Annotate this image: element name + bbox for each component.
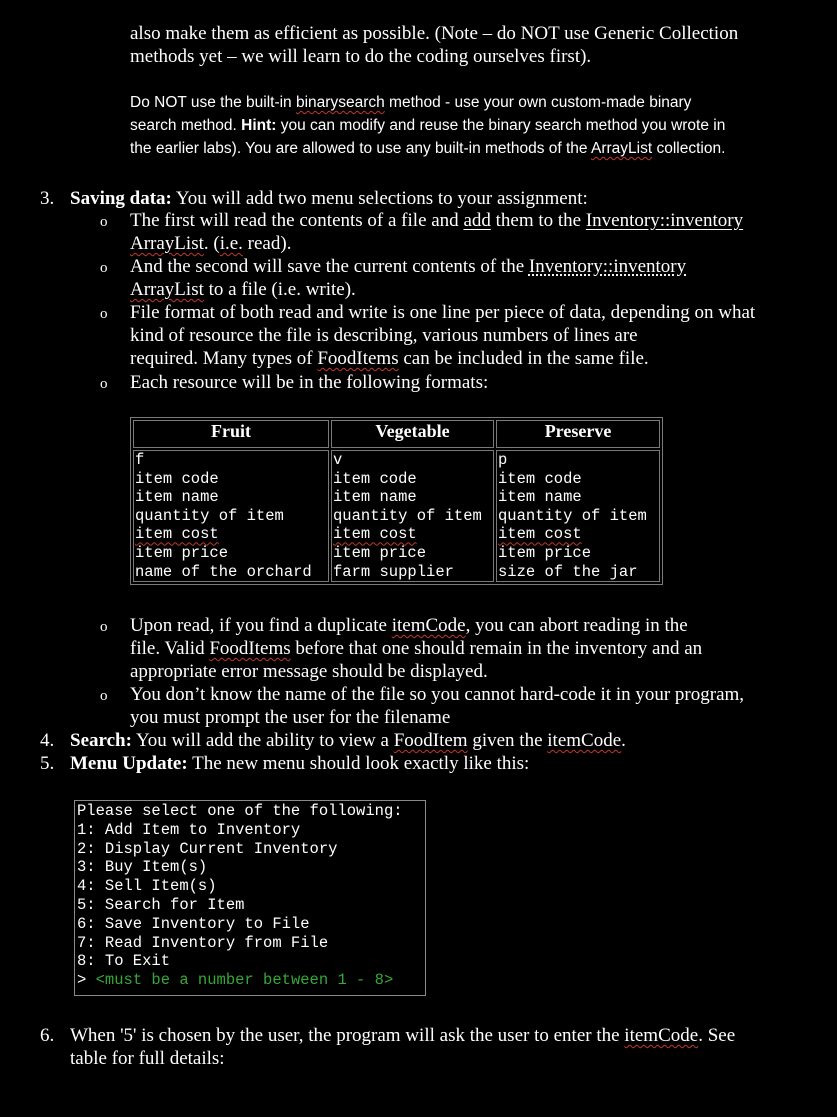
note-line-2: search method. Hint: you can modify and reuse the binary search method you wrote in: [130, 117, 726, 134]
menu-option-3: 3: Buy Item(s): [77, 858, 208, 877]
menu-option-8: 8: To Exit: [77, 952, 171, 971]
item-3-number: 3.: [40, 188, 55, 209]
header-vegetable: Vegetable: [331, 420, 494, 448]
menu-option-6: 6: Save Inventory to File: [77, 914, 310, 933]
menu-option-1: 1: Add Item to Inventory: [77, 820, 301, 839]
bullet-icon: o: [100, 306, 108, 322]
menu-option-5: 5: Search for Item: [77, 895, 245, 914]
bullet-icon: o: [100, 376, 108, 392]
item-6-number: 6.: [40, 1025, 55, 1046]
bullet-read-file: The first will read the contents of a file and add them to the Inventory::inventory ArrayList. (i.e. read).: [130, 210, 744, 254]
item-4-number: 4.: [40, 730, 55, 751]
header-fruit: Fruit: [133, 420, 329, 448]
bullet-duplicate-itemcode: Upon read, if you find a duplicate itemCode, you can abort reading in the file. Valid FoodItems before that one should remain in the inventory and an appropriate error message should be displayed.: [130, 615, 703, 682]
menu-prompt-hint: <must be a number between 1 - 8>: [95, 971, 394, 990]
menu-line-header: Please select one of the following:: [77, 802, 403, 820]
note-line-3: the earlier labs). You are allowed to use any built-in methods of the ArrayList collection.: [130, 140, 726, 157]
bullet-icon: o: [100, 260, 108, 276]
item-3-heading: Saving data: You will add two menu selections to your assignment:: [70, 188, 588, 209]
menu-option-7: 7: Read Inventory from File: [77, 933, 329, 952]
bullet-formats-intro: Each resource will be in the following formats:: [130, 372, 489, 393]
item-6-text: When '5' is chosen by the user, the program will ask the user to enter the itemCode. See table for full details:: [70, 1025, 736, 1069]
intro-line-2: methods yet – we will learn to do the coding ourselves first).: [130, 46, 592, 67]
bullet-prompt-filename: You don’t know the name of the file so you cannot hard-code it in your program, you must prompt the user for the filename: [130, 684, 745, 728]
item-4-text: Search: You will add the ability to view a FoodItem given the itemCode.: [70, 730, 626, 751]
vegetable-format-cell: v item code item name quantity of item item cost item price farm supplier: [331, 450, 494, 582]
fruit-format-cell: f item code item name quantity of item item cost item price name of the orchard: [133, 450, 329, 582]
bullet-icon: o: [100, 619, 108, 635]
item-5-number: 5.: [40, 753, 55, 774]
intro-paragraph: [130, 22, 738, 68]
menu-prompt: > <must be a number between 1 - 8>: [77, 971, 394, 990]
item-5-text: Menu Update: The new menu should look exactly like this:: [70, 753, 530, 774]
menu-option-2: 2: Display Current Inventory: [77, 839, 338, 858]
menu-option-4: 4: Sell Item(s): [77, 877, 217, 896]
bullet-icon: o: [100, 214, 108, 230]
preserve-format-cell: p item code item name quantity of item item cost item price size of the jar: [496, 450, 660, 582]
intro-line-1: also make them as efficient as possible. (Note – do NOT use Generic Collection: [130, 23, 739, 44]
bullet-save-file: And the second will save the current contents of the Inventory::inventory ArrayList to a file (i.e. write).: [130, 256, 687, 300]
binarysearch-note: [130, 91, 725, 160]
console-menu-box: [74, 800, 426, 996]
resource-formats-table: [130, 417, 663, 585]
bullet-file-format: File format of both read and write is one line per piece of data, depending on what kind of resource the file is describing, various numbers of lines are required. Many types of FoodItems can be included in the same file.: [130, 302, 756, 369]
bullet-icon: o: [100, 688, 108, 704]
note-line-1: Do NOT use the built-in binarysearch method - use your own custom-made binary: [130, 94, 692, 111]
header-preserve: Preserve: [496, 420, 660, 448]
